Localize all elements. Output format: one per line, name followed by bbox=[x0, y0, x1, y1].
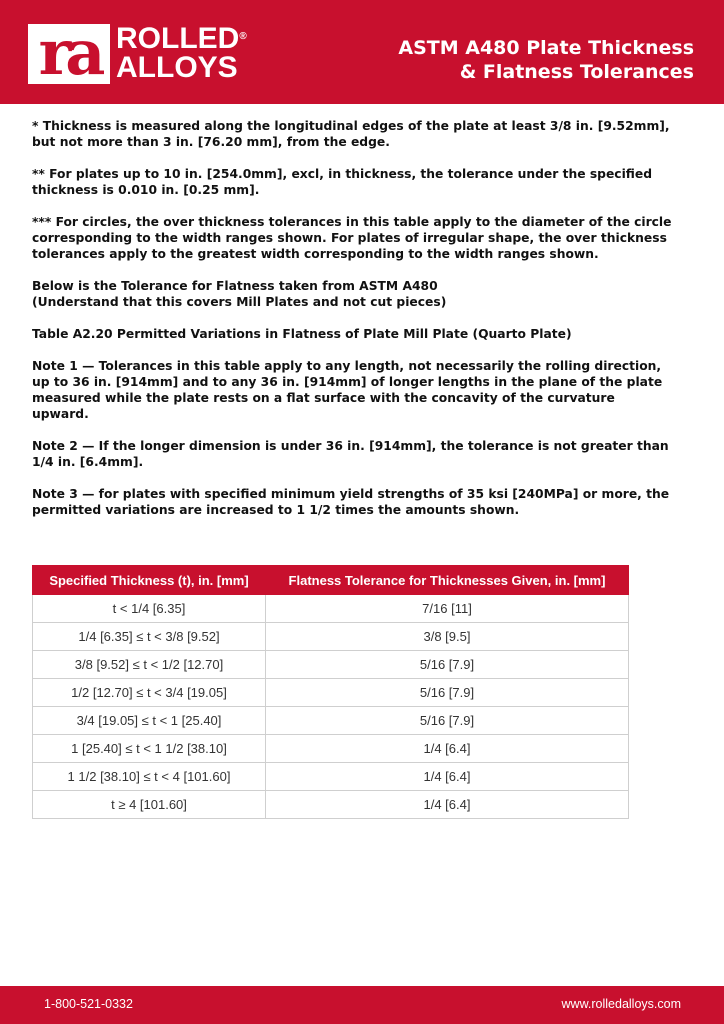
thickness-cell: t ≥ 4 [101.60] bbox=[33, 791, 266, 819]
tolerance-cell: 5/16 [7.9] bbox=[266, 707, 629, 735]
logo-mark bbox=[28, 16, 110, 89]
table-row bbox=[33, 623, 629, 651]
note-thickness: * Thickness is measured along the longitudinal edges of the plate at least 3/8 in. [9.52mm], but not more than 3 in. [76.20 mm], from the edge. bbox=[32, 119, 670, 149]
thickness-cell: 1 1/2 [38.10] ≤ t < 4 [101.60] bbox=[33, 763, 266, 791]
thickness-cell: t < 1/4 [6.35] bbox=[33, 595, 266, 623]
registered-mark: ® bbox=[239, 31, 247, 42]
brand-line-1: ROLLED bbox=[116, 22, 240, 55]
notes-section bbox=[32, 118, 672, 534]
table-title: Table A2.20 Permitted Variations in Flatness of Plate Mill Plate (Quarto Plate) bbox=[32, 327, 572, 341]
flatness-source: Below is the Tolerance for Flatness taken from ASTM A480 bbox=[32, 279, 438, 293]
table-header-row bbox=[33, 566, 629, 595]
thickness-cell: 3/8 [9.52] ≤ t < 1/2 [12.70] bbox=[33, 651, 266, 679]
thickness-cell: 3/4 [19.05] ≤ t < 1 [25.40] bbox=[33, 707, 266, 735]
table-row bbox=[33, 651, 629, 679]
note-circles: *** For circles, the over thickness tolerances in this table apply to the diameter of the circle corresponding to the width ranges shown. For plates of irregular shape, the over thickness tolerances apply to the greatest width corresponding to the width ranges shown. bbox=[32, 215, 672, 261]
tolerance-cell: 3/8 [9.5] bbox=[266, 623, 629, 651]
flatness-scope: (Understand that this covers Mill Plates and not cut pieces) bbox=[32, 295, 447, 309]
tolerance-cell: 1/4 [6.4] bbox=[266, 763, 629, 791]
note-plates-10in: ** For plates up to 10 in. [254.0mm], excl, in thickness, the tolerance under the specified thickness is 0.010 in. [0.25 mm]. bbox=[32, 167, 653, 197]
note-3: Note 3 — for plates with specified minimum yield strengths of 35 ksi [240MPa] or more, the permitted variations are increased to 1 1/2 times the amounts shown. bbox=[32, 487, 670, 517]
page-title-line-1: ASTM A480 Plate Thickness bbox=[398, 37, 694, 59]
brand-line-2: ALLOYS bbox=[116, 51, 238, 84]
tolerance-cell: 7/16 [11] bbox=[266, 595, 629, 623]
page-title-line-2: & Flatness Tolerances bbox=[459, 61, 694, 83]
table-row bbox=[33, 707, 629, 735]
table-row bbox=[33, 763, 629, 791]
page-title bbox=[398, 36, 694, 84]
column-header-thickness: Specified Thickness (t), in. [mm] bbox=[33, 566, 266, 595]
page-footer bbox=[0, 986, 724, 1024]
thickness-cell: 1/4 [6.35] ≤ t < 3/8 [9.52] bbox=[33, 623, 266, 651]
tolerance-cell: 5/16 [7.9] bbox=[266, 679, 629, 707]
logo-ra-glyph: ra bbox=[38, 16, 100, 89]
footer-phone: 1-800-521-0332 bbox=[44, 997, 133, 1011]
thickness-cell: 1 [25.40] ≤ t < 1 1/2 [38.10] bbox=[33, 735, 266, 763]
tolerance-cell: 1/4 [6.4] bbox=[266, 735, 629, 763]
column-header-tolerance: Flatness Tolerance for Thicknesses Given, in. [mm] bbox=[266, 566, 629, 595]
table-row bbox=[33, 735, 629, 763]
note-1: Note 1 — Tolerances in this table apply to any length, not necessarily the rolling direction, up to 36 in. [914mm] and to any 36 in. [914mm] of longer lengths in the plane of the plate measured while the plate rests on a flat surface with the concavity of the curvature upward. bbox=[32, 359, 663, 421]
table-row bbox=[33, 791, 629, 819]
tolerance-cell: 5/16 [7.9] bbox=[266, 651, 629, 679]
note-2: Note 2 — If the longer dimension is under 36 in. [914mm], the tolerance is not greater than 1/4 in. [6.4mm]. bbox=[32, 439, 669, 469]
table-row bbox=[33, 679, 629, 707]
flatness-tolerance-table bbox=[32, 565, 629, 819]
flatness-intro bbox=[32, 278, 672, 310]
brand-wordmark bbox=[116, 24, 247, 82]
rolled-alloys-logo bbox=[28, 16, 110, 89]
tolerance-cell: 1/4 [6.4] bbox=[266, 791, 629, 819]
table-row bbox=[33, 595, 629, 623]
thickness-cell: 1/2 [12.70] ≤ t < 3/4 [19.05] bbox=[33, 679, 266, 707]
page-header bbox=[0, 0, 724, 104]
footer-website-link[interactable]: www.rolledalloys.com bbox=[561, 997, 681, 1011]
